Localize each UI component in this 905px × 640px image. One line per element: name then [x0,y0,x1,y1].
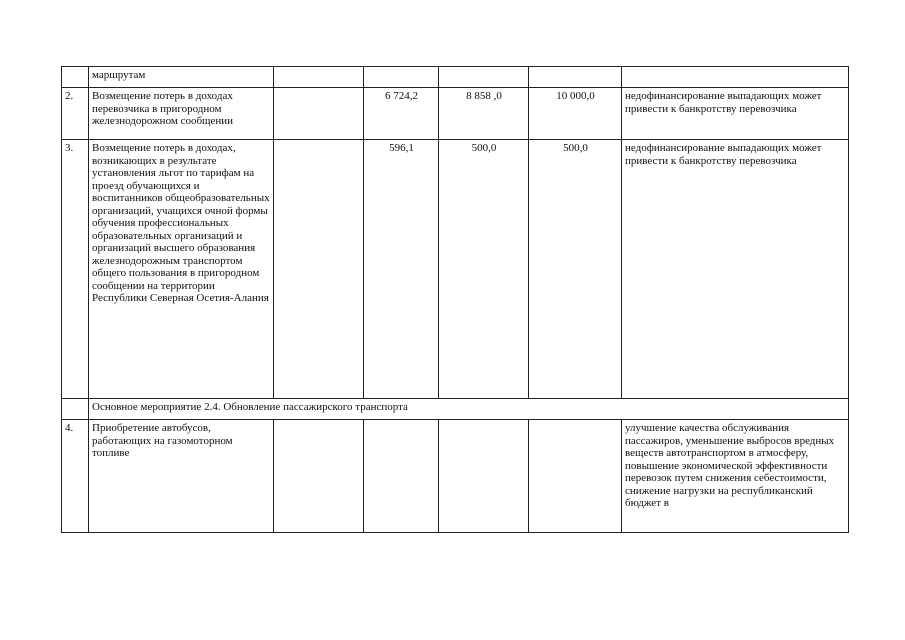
row-number [62,399,89,420]
effect-text: недофинансирование выпадающих может привести к банкротству перевозчика [622,88,849,140]
table-row [62,140,849,399]
row-number: 2. [62,88,89,140]
cell-col5: 8 858 ,0 [439,88,529,140]
table-row [62,67,849,88]
measure-name: Возмещение потерь в доходах, возникающих в результате установления льгот по тарифам на проезд обучающихся и воспитанников общеобразовательных организаций, учащихся очной формы обучения профессиональных образовательных организаций и организаций высшего образования железнодорожным транспортом общего пользования в пригородном сообщении на территории Республики Северная Осетия-Алания [89,140,274,399]
cell-col3 [274,140,364,399]
table-row [62,420,849,533]
row-number: 3. [62,140,89,399]
row-number [62,67,89,88]
cell-col5 [439,67,529,88]
measure-name: маршрутам [89,67,274,88]
effect-text: улучшение качества обслуживания пассажиров, уменьшение выбросов вредных веществ автотранспортом в атмосферу, повышение экономической эффективности перевозок путем снижения себестоимости, снижение нагрузки на республиканский бюджет в [622,420,849,533]
cell-col3 [274,67,364,88]
row-number: 4. [62,420,89,533]
cell-col6: 10 000,0 [529,88,622,140]
measure-name: Возмещение потерь в доходах перевозчика в пригородном железнодорожном сообщении [89,88,274,140]
cell-col4: 596,1 [364,140,439,399]
measure-name: Приобретение автобусов, работающих на газомоторном топливе [89,420,274,533]
section-title: Основное мероприятие 2.4. Обновление пассажирского транспорта [89,399,849,420]
cell-col4 [364,420,439,533]
cell-col3 [274,88,364,140]
cell-col4: 6 724,2 [364,88,439,140]
cell-col4 [364,67,439,88]
cell-col3 [274,420,364,533]
effect-text [622,67,849,88]
cell-col6 [529,420,622,533]
cell-col6: 500,0 [529,140,622,399]
cell-col5 [439,420,529,533]
table-row [62,88,849,140]
effect-text: недофинансирование выпадающих может привести к банкротству перевозчика [622,140,849,399]
cell-col5: 500,0 [439,140,529,399]
measures-table [61,66,849,533]
section-row [62,399,849,420]
cell-col6 [529,67,622,88]
